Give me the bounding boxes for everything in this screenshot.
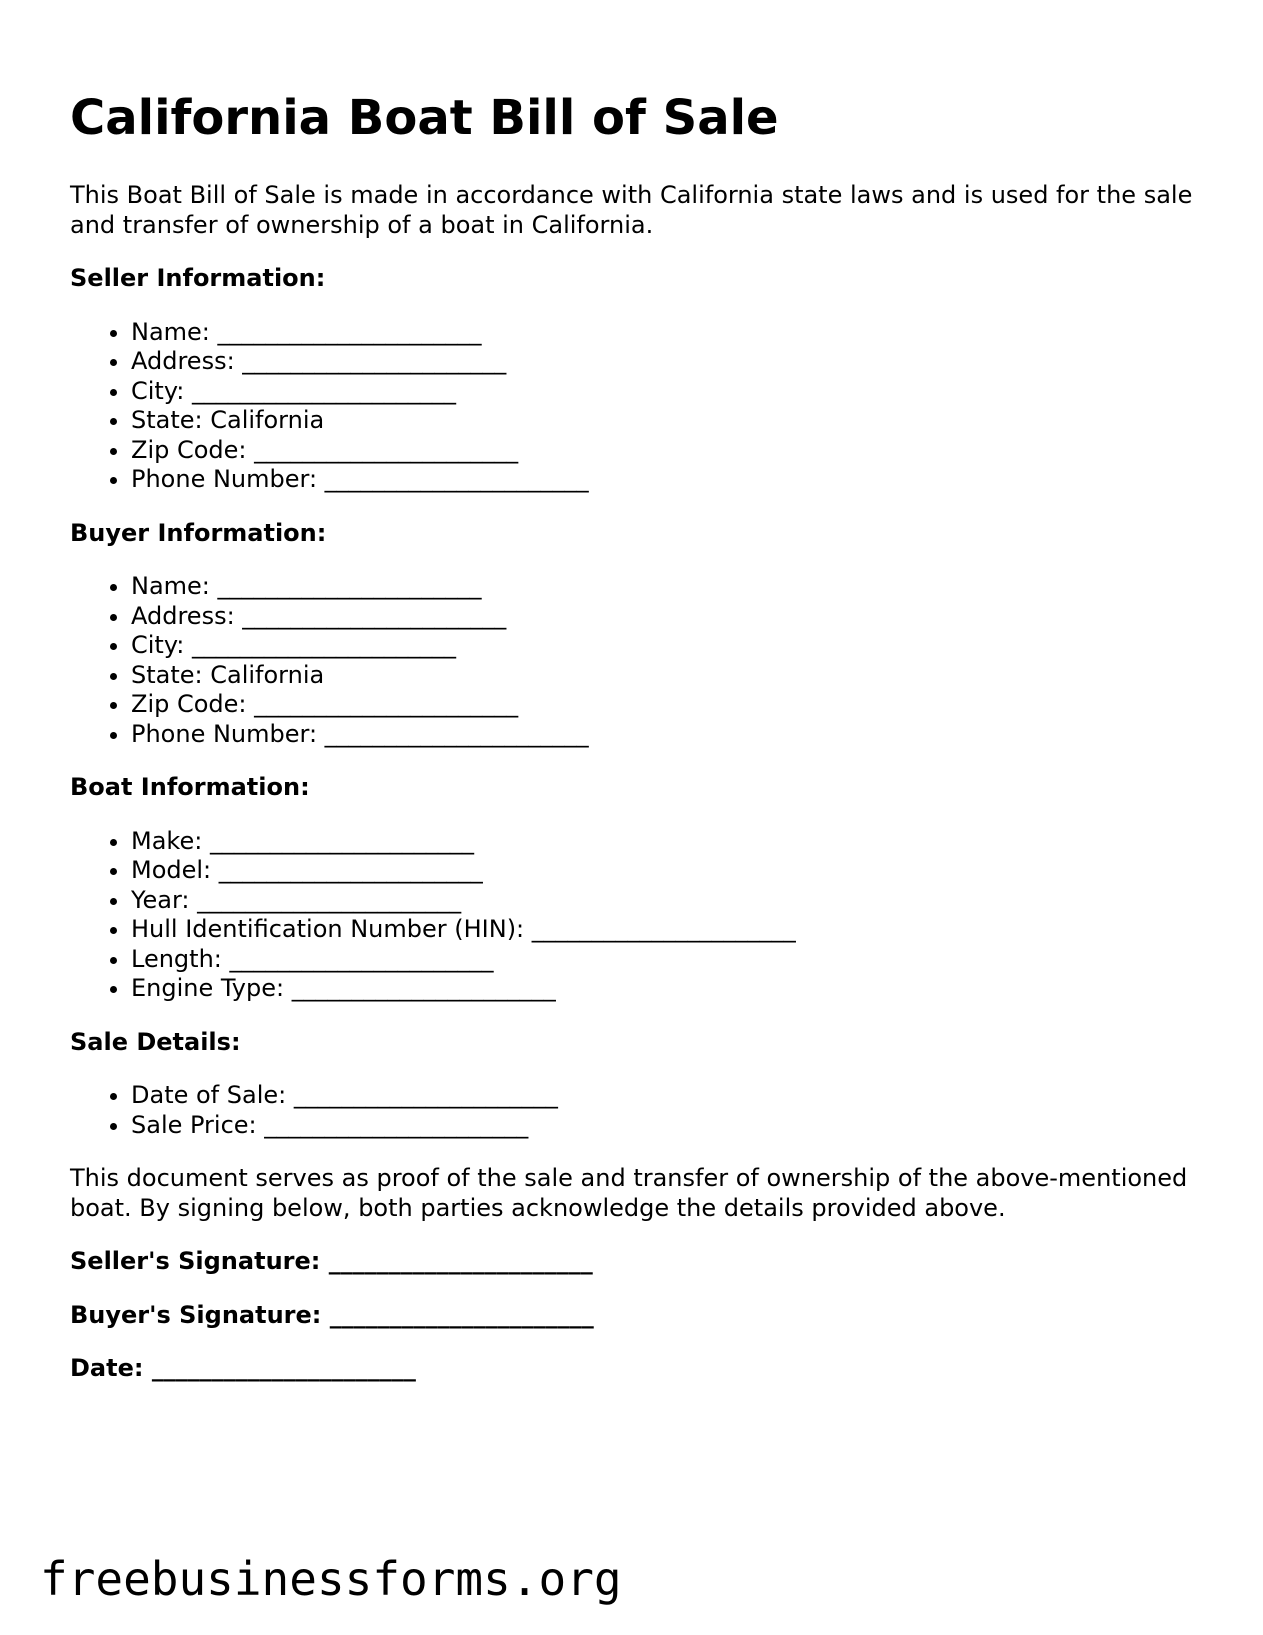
boat-year-field: • Year: ______________________	[131, 886, 1200, 916]
sale-list	[70, 1081, 1200, 1140]
buyer-phone-field: • Phone Number: ______________________	[131, 720, 1200, 750]
boat-hin-field: • Hull Identification Number (HIN): ______________________	[131, 915, 1200, 945]
document-page	[70, 86, 1200, 1408]
seller-name-field: • Name: ______________________	[131, 318, 1200, 348]
sale-price-field: • Sale Price: ______________________	[131, 1111, 1200, 1141]
buyer-state-field: • State: California	[131, 661, 1200, 691]
buyer-name-field: • Name: ______________________	[131, 572, 1200, 602]
seller-state-field: • State: California	[131, 406, 1200, 436]
buyer-address-field: • Address: ______________________	[131, 602, 1200, 632]
seller-phone-field: • Phone Number: ______________________	[131, 465, 1200, 495]
seller-address-field: • Address: ______________________	[131, 347, 1200, 377]
closing-paragraph: This document serves as proof of the sale and transfer of ownership of the above-mentioned boat. By signing below, both parties acknowledge the details provided above.	[70, 1164, 1188, 1222]
seller-zip-field: • Zip Code: ______________________	[131, 436, 1200, 466]
seller-city-field: • City: ______________________	[131, 377, 1200, 407]
boat-model-field: • Model: ______________________	[131, 856, 1200, 886]
buyer-zip-field: • Zip Code: ______________________	[131, 690, 1200, 720]
boat-make-field: • Make: ______________________	[131, 827, 1200, 857]
sale-heading: Sale Details:	[70, 1027, 241, 1056]
buyer-list	[70, 572, 1200, 749]
buyer-city-field: • City: ______________________	[131, 631, 1200, 661]
seller-list	[70, 318, 1200, 495]
buyer-signature-line: Buyer's Signature: ______________________	[70, 1300, 594, 1329]
date-line: Date: ______________________	[70, 1354, 416, 1382]
seller-signature-line: Seller's Signature: ______________________	[70, 1247, 593, 1275]
seller-heading: Seller Information:	[70, 264, 326, 292]
site-watermark: freebusinessforms.org	[40, 1552, 622, 1606]
boat-engine-field: • Engine Type: ______________________	[131, 974, 1200, 1004]
boat-heading: Boat Information:	[70, 773, 310, 801]
buyer-heading: Buyer Information:	[70, 518, 327, 547]
boat-length-field: • Length: ______________________	[131, 945, 1200, 975]
sale-date-field: • Date of Sale: ______________________	[131, 1081, 1200, 1111]
intro-paragraph: This Boat Bill of Sale is made in accordance with California state laws and is used for the sale and transfer of ownership of a boat in California.	[70, 181, 1193, 239]
boat-list	[70, 827, 1200, 1004]
document-title: California Boat Bill of Sale	[70, 90, 779, 146]
